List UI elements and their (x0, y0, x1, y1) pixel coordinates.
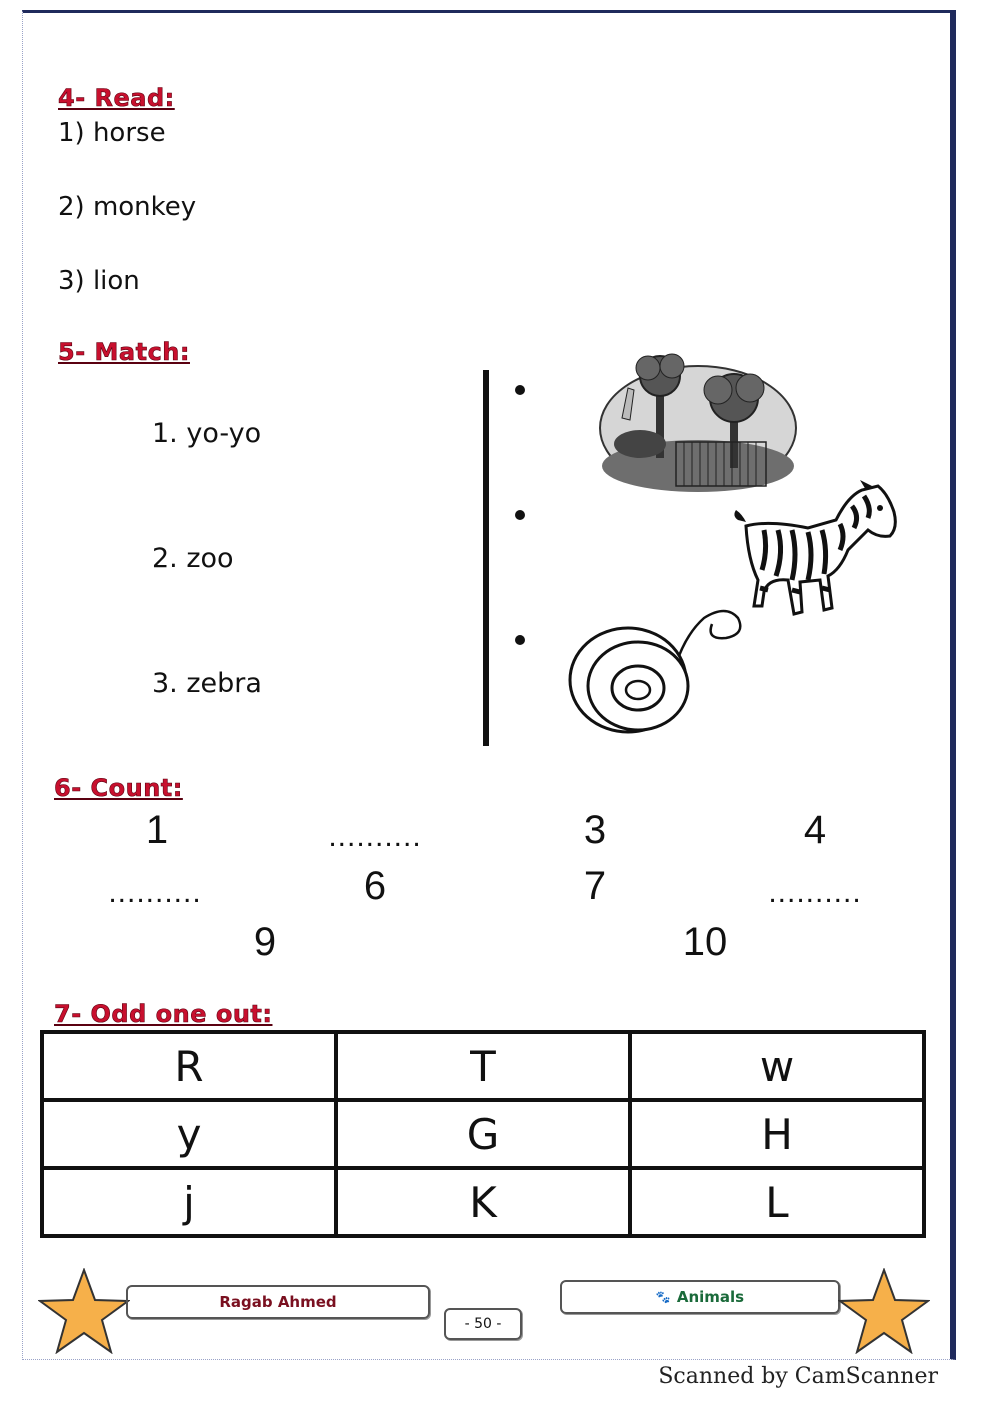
match-word-yo-yo: 1. yo-yo (152, 418, 262, 449)
count-blank[interactable]: .......... (108, 876, 202, 909)
match-heading: 5- Match: (58, 338, 190, 366)
scanner-watermark: Scanned by CamScanner (658, 1364, 938, 1389)
count-number: 7 (583, 864, 607, 908)
yo-yo-picture (566, 604, 748, 740)
author-label: Ragab Ahmed (126, 1285, 430, 1319)
table-cell[interactable]: y (42, 1100, 336, 1168)
count-number: 3 (583, 808, 607, 852)
match-dot-2[interactable] (515, 510, 525, 520)
match-dot-3[interactable] (515, 635, 525, 645)
count-number: 6 (363, 864, 387, 908)
zoo-picture (598, 348, 802, 498)
count-number: 10 (682, 920, 728, 964)
table-cell[interactable]: G (336, 1100, 630, 1168)
match-dot-1[interactable] (515, 385, 525, 395)
table-cell[interactable]: w (630, 1032, 924, 1100)
table-row (42, 1100, 924, 1168)
match-word-zebra: 3. zebra (152, 668, 262, 699)
match-divider (483, 370, 489, 746)
topic-text: Animals (676, 1288, 745, 1306)
table-cell[interactable]: T (336, 1032, 630, 1100)
table-row (42, 1032, 924, 1100)
count-blank[interactable]: .......... (328, 820, 422, 853)
match-word-zoo: 2. zoo (152, 543, 234, 574)
odd-one-out-table (40, 1030, 926, 1238)
zebra-picture (728, 480, 900, 630)
read-item-2: 2) monkey (58, 192, 197, 222)
table-cell[interactable]: j (42, 1168, 336, 1236)
topic-label (560, 1280, 840, 1314)
read-item-3: 3) lion (58, 266, 140, 296)
table-cell[interactable]: L (630, 1168, 924, 1236)
count-heading: 6- Count: (54, 774, 183, 802)
table-cell[interactable]: K (336, 1168, 630, 1236)
table-cell[interactable]: R (42, 1032, 336, 1100)
read-item-1: 1) horse (58, 118, 166, 148)
count-blank[interactable]: .......... (768, 876, 862, 909)
count-number: 9 (253, 920, 277, 964)
read-heading: 4- Read: (58, 84, 175, 112)
page-number: - 50 - (444, 1308, 522, 1340)
table-cell[interactable]: H (630, 1100, 924, 1168)
star-icon (838, 1268, 930, 1354)
star-icon (38, 1268, 130, 1354)
table-row (42, 1168, 924, 1236)
animal-icon: 🐾 (655, 1290, 671, 1304)
odd-one-out-heading: 7- Odd one out: (54, 1000, 273, 1028)
count-number: 4 (803, 808, 827, 852)
count-number: 1 (145, 808, 169, 852)
